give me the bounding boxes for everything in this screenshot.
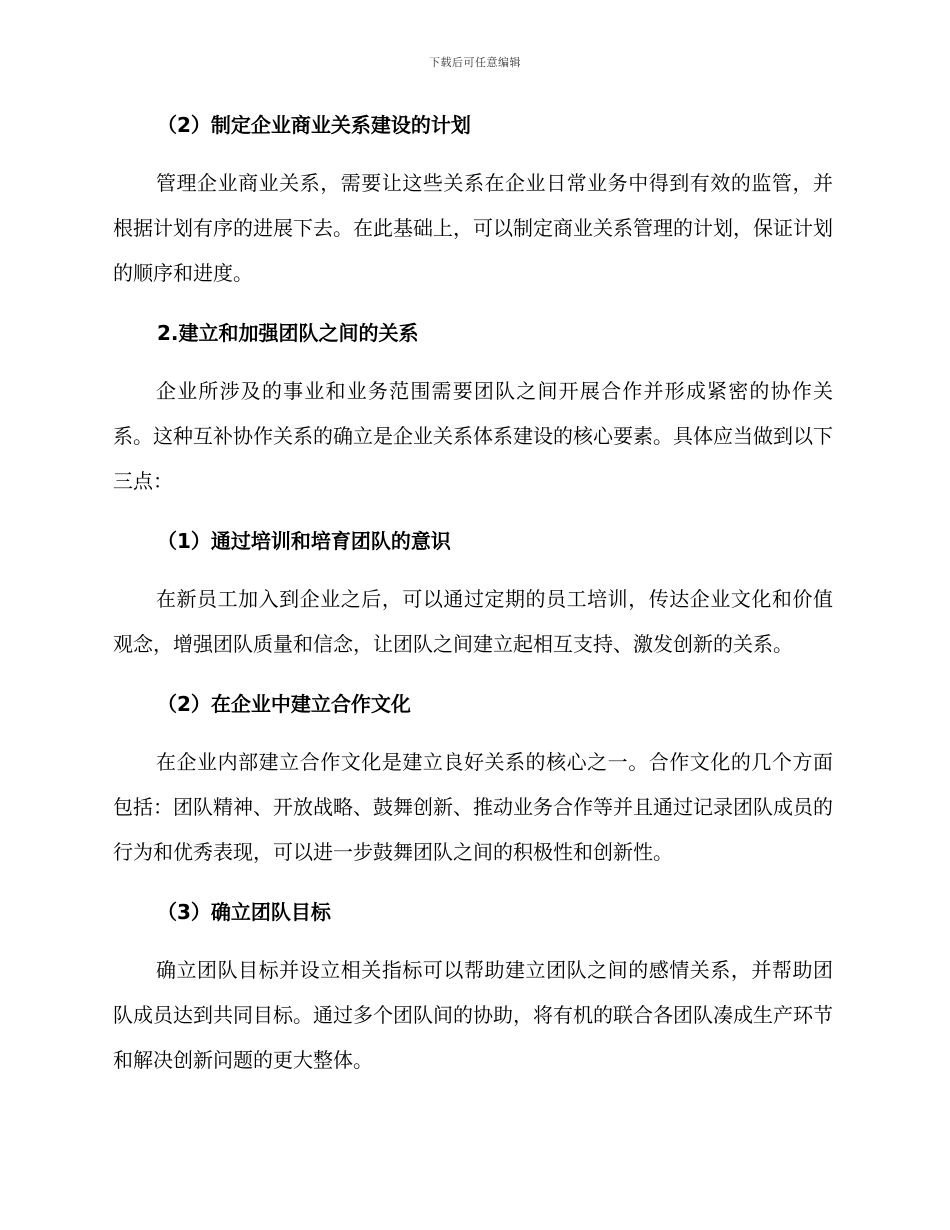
- document-body: [113, 110, 833, 1083]
- section-heading-culture: （2）在企业中建立合作文化: [157, 692, 411, 716]
- page-header: 下载后可任意编辑: [429, 56, 521, 69]
- section-heading-plan: （2）制定企业商业关系建设的计划: [157, 113, 471, 137]
- paragraph-goals: 确立团队目标并设立相关指标可以帮助建立团队之间的感情关系，并帮助团队成员达到共同目标。通过多个团队间的协助，将有机的联合各团队凑成生产环节和解决创新问题的更大整体。: [113, 958, 833, 1072]
- section-heading-training: （1）通过培训和培育团队的意识: [157, 529, 451, 553]
- paragraph-culture: 在企业内部建立合作文化是建立良好关系的核心之一。合作文化的几个方面包括：团队精神、开放战略、鼓舞创新、推动业务合作等并且通过记录团队成员的行为和优秀表现，可以进一步鼓舞团队之间的积极性和创新性。: [113, 750, 833, 864]
- paragraph-training: 在新员工加入到企业之后，可以通过定期的员工培训，传达企业文化和价值观念，增强团队质量和信念，让团队之间建立起相互支持、激发创新的关系。: [113, 587, 833, 656]
- section-heading-team-relations: 2.建立和加强团队之间的关系: [157, 321, 419, 345]
- paragraph-plan: 管理企业商业关系，需要让这些关系在企业日常业务中得到有效的监管，并根据计划有序的进展下去。在此基础上，可以制定商业关系管理的计划，保证计划的顺序和进度。: [113, 171, 833, 285]
- paragraph-team-relations: 企业所涉及的事业和业务范围需要团队之间开展合作并形成紧密的协作关系。这种互补协作关系的确立是企业关系体系建设的核心要素。具体应当做到以下三点：: [113, 379, 833, 493]
- section-heading-goals: （3）确立团队目标: [157, 900, 331, 924]
